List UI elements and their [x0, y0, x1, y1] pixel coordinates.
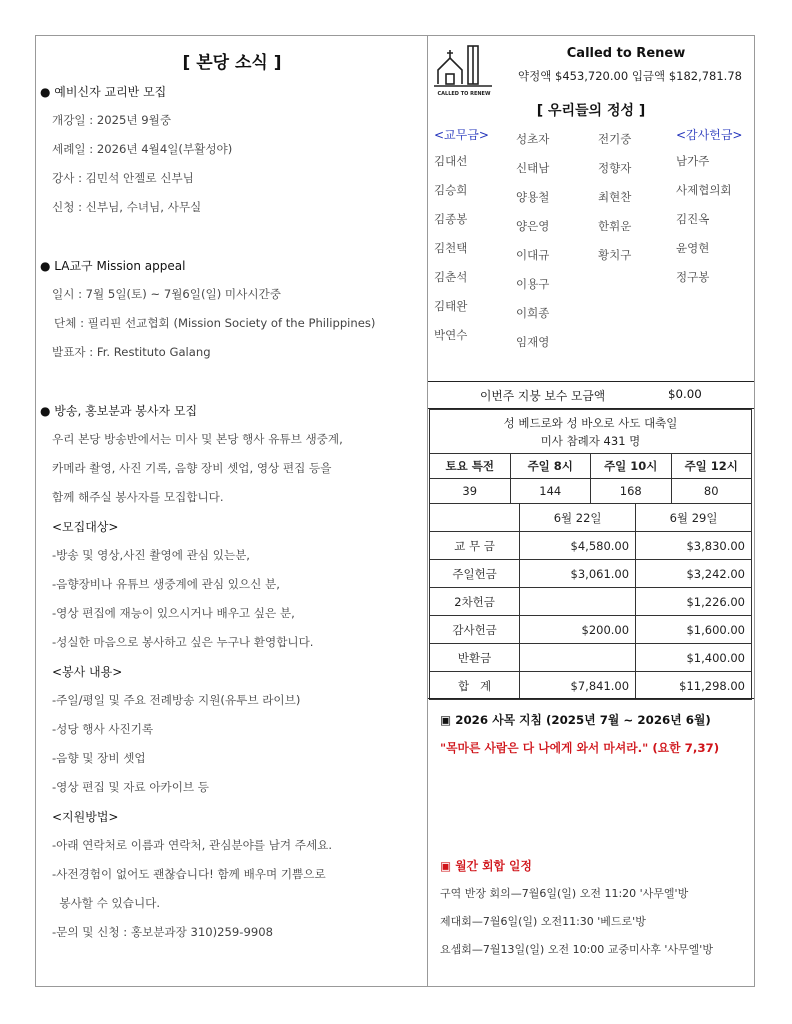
mass-header: 주일 10시 [591, 454, 672, 479]
feast-title: 성 베드로와 성 바오로 사도 대축일 [503, 415, 678, 430]
mission-org: 단체 : 필리핀 선교협회 (Mission Society of the Philippines) [54, 316, 376, 330]
table-row [430, 588, 752, 616]
mass-value: 39 [430, 479, 511, 504]
campaign-title: Called to Renew [566, 46, 686, 61]
mission-speaker: 발표자 : Fr. Restituto Galang [52, 345, 211, 359]
offering-value: $200.00 [520, 616, 636, 644]
mass-value: 80 [671, 479, 752, 504]
broadcast-heading: ● 방송, 홍보분과 봉사자 모집 [40, 404, 198, 418]
donor-name: 성초자 [516, 132, 550, 146]
offering-corner [430, 504, 520, 532]
attendance-count: 미사 참례자 431 명 [540, 433, 641, 448]
svg-text:CALLED TO RENEW: CALLED TO RENEW [437, 91, 491, 97]
duty-item: -음향 및 장비 셋업 [52, 751, 146, 765]
donor-name: 정향자 [598, 161, 632, 175]
offering-value: $3,830.00 [636, 532, 752, 560]
offering-label: 감사헌금 [430, 616, 520, 644]
parish-news-title: [ 본당 소식 ] [182, 53, 282, 73]
offering-label: 반환금 [430, 644, 520, 672]
mass-value: 168 [591, 479, 672, 504]
duty-item: -영상 편집 및 자료 아카이브 등 [52, 780, 210, 794]
apply-item: -아래 연락처로 이름과 연락처, 관심분야를 남겨 주세요. [52, 838, 333, 852]
mass-header: 주일 8시 [510, 454, 591, 479]
meeting-item: 요셉회—7월13일(일) 오전 10:00 교중미사후 '사무엘'방 [440, 943, 713, 956]
called-to-renew-logo [432, 42, 496, 98]
meeting-heading: ▣ 월간 회합 일정 [440, 859, 532, 873]
offering-date: 6월 29일 [636, 504, 752, 532]
apply-contact: -문의 및 신청 : 홍보분과장 310)259-9908 [52, 925, 273, 939]
offering-value: $11,298.00 [636, 672, 752, 700]
offering-value: $3,061.00 [520, 560, 636, 588]
donor-name: 김태완 [434, 299, 468, 313]
offering-value [520, 644, 636, 672]
catechumen-start: 개강일 : 2025년 9월중 [52, 113, 172, 127]
catechumen-apply: 신청 : 신부님, 수녀님, 사무실 [52, 200, 202, 214]
offering-value: $3,242.00 [636, 560, 752, 588]
donor-name: 박연수 [434, 328, 468, 342]
donor-name: 정구봉 [676, 270, 710, 284]
apply-item: 봉사할 수 있습니다. [52, 896, 161, 910]
target-item: -성실한 마음으로 봉사하고 싶은 누구나 환영합니다. [52, 635, 314, 649]
donor-name: 김천택 [434, 241, 468, 255]
offering-value: $1,226.00 [636, 588, 752, 616]
offering-label: 교 무 금 [430, 532, 520, 560]
roof-fund-amount: $0.00 [668, 387, 702, 401]
pastoral-quote: "목마른 사람은 다 나에게 와서 마셔라." (요한 7,37) [440, 741, 720, 755]
table-row [430, 532, 752, 560]
offering-value: $7,841.00 [520, 672, 636, 700]
meeting-item: 제대회—7월6일(일) 오전11:30 '베드로'방 [440, 915, 646, 928]
offering-value: $1,600.00 [636, 616, 752, 644]
offering-label: 주일헌금 [430, 560, 520, 588]
broadcast-intro-line: 카메라 촬영, 사진 기록, 음향 장비 셋업, 영상 편집 등을 [52, 461, 332, 475]
target-item: -영상 편집에 재능이 있으시거나 배우고 싶은 분, [52, 606, 295, 620]
donor-name: 황치구 [598, 248, 632, 262]
donors-title: [ 우리들의 정성 ] [536, 103, 646, 119]
parish-news-column [36, 36, 428, 986]
target-item: -음향장비나 유튜브 생중계에 관심 있으신 분, [52, 577, 280, 591]
donor-name: 이용구 [516, 277, 550, 291]
donor-name: 임재영 [516, 335, 550, 349]
offering-value: $4,580.00 [520, 532, 636, 560]
mission-heading: ● LA교구 Mission appeal [40, 259, 186, 273]
catechumen-baptism: 세례일 : 2026년 4월4일(부활성야) [52, 142, 233, 156]
donor-name: 최현찬 [598, 190, 632, 204]
roof-fund-label: 이번주 지붕 보수 모금액 [480, 389, 606, 403]
offerings-table [429, 503, 752, 700]
donor-name: 사제협의회 [676, 183, 732, 197]
catechumen-instructor: 강사 : 김민석 안젤로 신부님 [52, 171, 194, 185]
catechumen-heading: ● 예비신자 교리반 모집 [40, 85, 167, 99]
apply-heading: <지원방법> [52, 810, 119, 824]
meeting-item: 구역 반장 회의—7월6일(일) 오전 11:20 '사무엘'방 [440, 887, 689, 900]
bulletin-page [35, 35, 755, 987]
duty-item: -성당 행사 사진기록 [52, 722, 154, 736]
tithe-header: <교무금> [434, 128, 489, 142]
thanks-offering-header: <감사헌금> [676, 128, 743, 142]
campaign-amounts: 약정액 $453,720.00 입금액 $182,781.78 [518, 69, 742, 83]
donor-name: 김대선 [434, 154, 468, 168]
mass-value: 144 [510, 479, 591, 504]
donor-name: 남가주 [676, 154, 710, 168]
donor-name: 김진옥 [676, 212, 710, 226]
mass-attendance-table [429, 409, 752, 504]
donor-name: 이희종 [516, 306, 550, 320]
mass-header: 토요 특전 [430, 454, 511, 479]
target-item: -방송 및 영상,사진 촬영에 관심 있는분, [52, 548, 250, 562]
offering-label: 합 계 [430, 672, 520, 700]
donor-name: 윤영현 [676, 241, 710, 255]
pastoral-heading: ▣ 2026 사목 지침 (2025년 7월 ~ 2026년 6월) [440, 713, 711, 727]
table-row [430, 560, 752, 588]
donations-column [428, 36, 754, 986]
table-row [430, 644, 752, 672]
table-row [430, 616, 752, 644]
donor-name: 양은영 [516, 219, 550, 233]
offering-date: 6월 22일 [520, 504, 636, 532]
donor-name: 김종봉 [434, 212, 468, 226]
mass-title-cell [430, 410, 752, 454]
mass-header: 주일 12시 [671, 454, 752, 479]
donor-name: 김춘석 [434, 270, 468, 284]
duty-item: -주일/평일 및 주요 전례방송 지원(유투브 라이브) [52, 693, 301, 707]
broadcast-intro-line: 함께 해주실 봉사자를 모집합니다. [52, 490, 224, 504]
divider [428, 381, 754, 382]
broadcast-intro-line: 우리 본당 방송반에서는 미사 및 본당 행사 유튜브 생중계, [52, 432, 343, 446]
offering-value: $1,400.00 [636, 644, 752, 672]
donor-name: 김승희 [434, 183, 468, 197]
donor-name: 전기중 [598, 132, 632, 146]
offering-label: 2차헌금 [430, 588, 520, 616]
donor-name: 한휘운 [598, 219, 632, 233]
donor-name: 이대규 [516, 248, 550, 262]
target-heading: <모집대상> [52, 520, 119, 534]
mission-date: 일시 : 7월 5일(토) ~ 7월6일(일) 미사시간중 [52, 287, 281, 301]
apply-item: -사전경험이 없어도 괜찮습니다! 함께 배우며 기쁨으로 [52, 867, 326, 881]
divider [428, 698, 754, 699]
duty-heading: <봉사 내용> [52, 665, 123, 679]
donor-name: 양용철 [516, 190, 550, 204]
donor-name: 신태남 [516, 161, 550, 175]
table-row-total [430, 672, 752, 700]
offering-value [520, 588, 636, 616]
